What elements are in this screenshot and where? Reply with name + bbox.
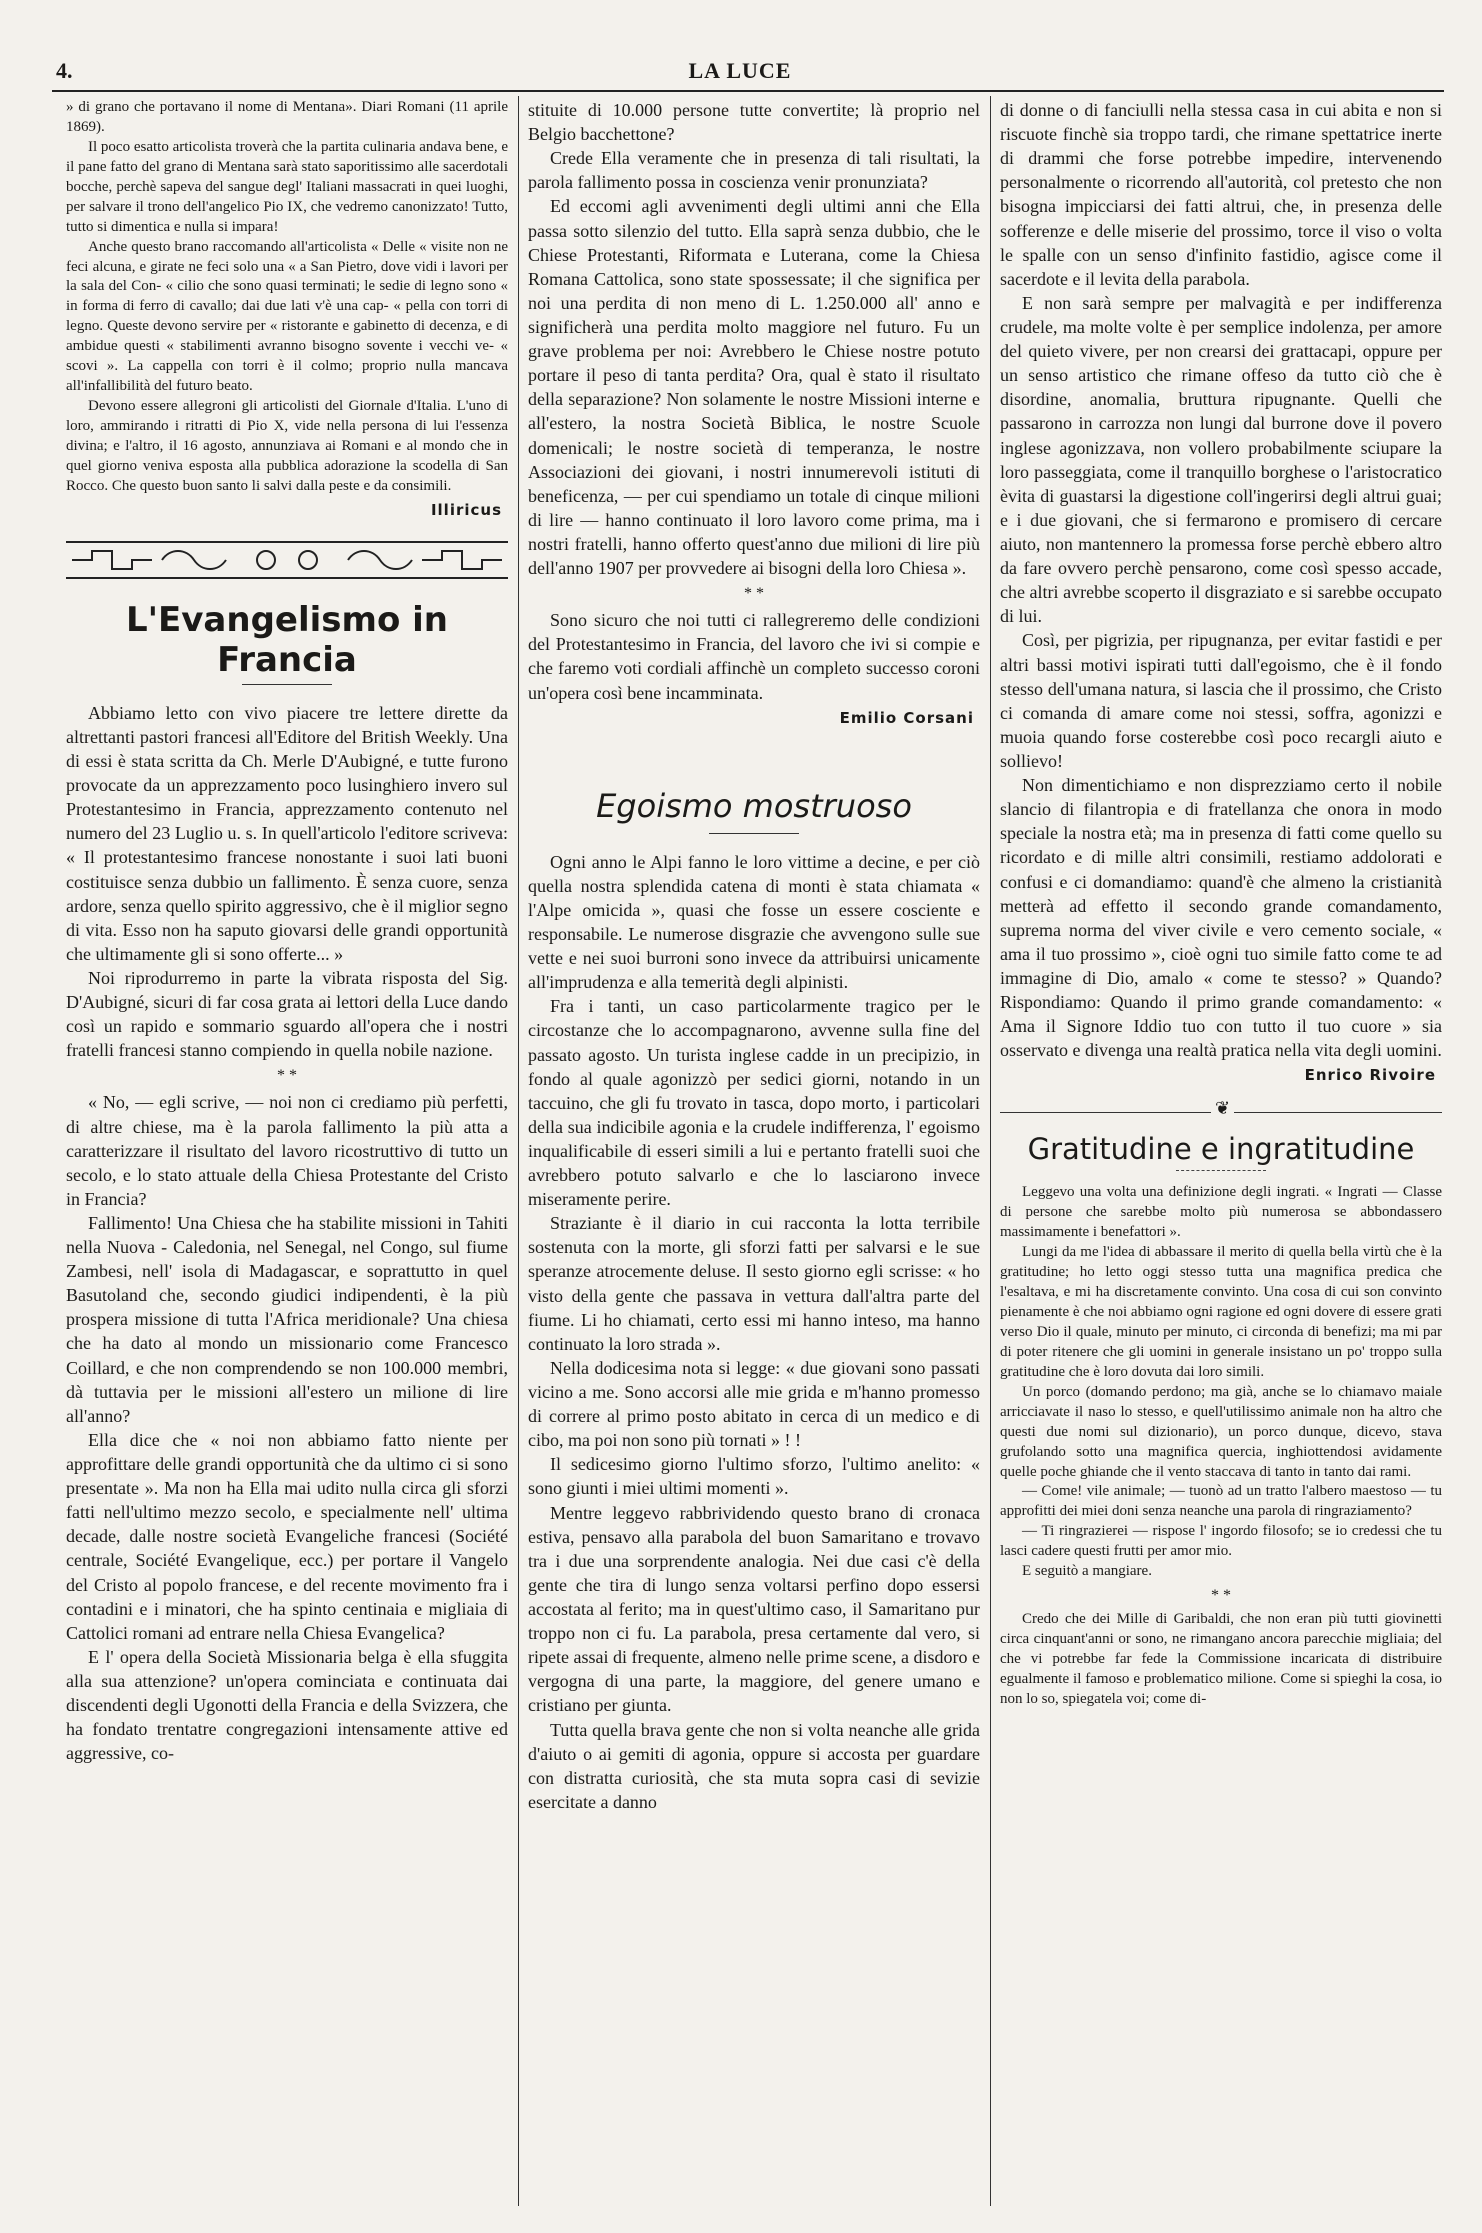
paragraph: Crede Ella veramente che in presenza di tali risultati, la parola fallimento possa in coscienza venir pronunziata? [528, 148, 980, 193]
section-separator: * * [1211, 1587, 1231, 1605]
paragraph: « No, — egli scrive, — noi non ci crediamo più perfetti, di altre chiese, ma è la parola fallimento la più atta a caratterizzare il risultato del lavoro ricostruttivo di tutto un secolo, e lo stato attuale della Chiesa Protestante del Cristo in Francia? [66, 1092, 508, 1209]
title-rule [1176, 1170, 1266, 1171]
header-rule [52, 90, 1444, 92]
section-separator: * * [744, 585, 764, 603]
egoismo-continued [1000, 98, 1442, 1084]
paragraph: Fra i tanti, un caso particolarmente tragico per le circostanze che lo accompagnarono, avvenne sulla fine del passato agosto. Un turista inglese cadde in un precipizio, in fondo al quale agonizzò per sedici giorni, notando in un taccuino, che gli fu trovato in tasca, dopo morto, i particolari della sua indicibile agonia e la crudele indifferenza, l' egoismo inqualificabile di esseri simili a lui e pertanto fratelli suoi che avrebbero potuto salvarlo e che lo lasciarono invece miseramente perire. [528, 996, 980, 1210]
paragraph: Nella dodicesima nota si legge: « due giovani sono passati vicino a me. Sono accorsi alle mie grida e m'hanno promesso di correre al primo posto abitato in cerca di un medico e di cibo, ma poi non sono più tornati » ! ! [528, 1357, 980, 1451]
paragraph: Così, per pigrizia, per ripugnanza, per evitar fastidi e per altri bassi motivi ispirati tutti dall'egoismo, che è il fondo stesso dell'umana natura, si lascia che il prossimo, che Cristo ci comanda di amare come noi stessi, soffra, agonizzi e muoia quando forse costerebbe così poco recargli aiuto e sollievo! [1000, 630, 1442, 771]
column-divider-2 [990, 96, 991, 2206]
column-1 [66, 98, 508, 2208]
section-separator: * * [277, 1067, 297, 1085]
paragraph: Credo che dei Mille di Garibaldi, che non eran più tutti giovinetti circa cinquant'anni or sono, ne rimangano ancora parecchie migliaia; del che vi potrebbe far fede la Commissione incaricata di distribuire egualmente il famoso e problematico milione. Come si spieghi la cosa, io non lo so, spiegatela voi; come di- [1000, 1611, 1442, 1707]
paragraph: Lungi da me l'idea di abbassare il merito di quella bella virtù che è la gratitudine; ho letto oggi stesso tutta una magnifica predica che l'esaltava, e mi ha discretamente convinto. Una cosa di cui son convinto pienamente è che noi abbiamo ogni ragione ed ogni dovere di essere grati verso Dio il quale, minuto per minuto, ci circonda di benefizi; ma mi par di poter ritenere che gli uomini in generale insistano un po' troppo sulla gratitudine che è loro dovuta dai loro simili. [1000, 1244, 1442, 1380]
paragraph: — Come! vile animale; — tuonò ad un tratto l'albero maestoso — tu approfitti dei miei doni senza neanche una parola di ringraziamento? [1000, 1483, 1442, 1520]
paragraph: Anche questo brano raccomando all'articolista « Delle « visite non ne feci alcuna, e girate ne feci solo una « a San Pietro, dove vidi i lavori per la sala del Con- « cilio che sono quasi terminati; le sedie di legno sono « in forma di ferro di cavallo; dai due lati v'è una cap- « pella con torri di legno. Queste devono servire per « ristorante e gabinetto di decenza, e di ambidue questi « stabilimenti avranno bisogno sovente i vecchi ve- « scovi ». La cappella con torri è il colmo; proprio nulla mancava all'infallibilità del futuro beato. [66, 238, 508, 395]
paragraph: Leggevo una volta una definizione degli ingrati. « Ingrati — Classe di persone che sarebbe molto più numerosa se abbondassero massimamente i benefattori ». [1000, 1184, 1442, 1241]
article-title: Egoismo mostruoso [596, 786, 912, 825]
page-number: 4. [56, 58, 73, 83]
paragraph: stituite di 10.000 persone tutte convertite; là proprio nel Belgio bacchettone? [528, 100, 980, 145]
paragraph: E l' opera della Società Missionaria belga è ella sfuggita alla sua attenzione? un'opera cominciata e continuata dai discendenti degli Ugonotti della Francia e della Svizzera, che ha fondato trentatre congregazioni intensamente attive ed aggressive, co- [66, 1646, 508, 1764]
evangelismo-article [66, 701, 508, 1766]
illiricus-article [66, 98, 508, 519]
paragraph: Ed eccomi agli avvenimenti degli ultimi anni che Ella passa sotto silenzio del tutto. Ella saprà senza dubbio, che le Chiese Protestanti, Riformata e Luterana, come la Chiesa Romana Cattolica, sono state spossessate; il che significa per noi una perdita di non meno di L. 1.250.000 all' anno e significherà una perdita molto maggiore nel futuro. Fu un grave problema per noi: Avrebbero le Chiese nostre potuto portare il peso di tanta perdita? Ora, qual è stato il risultato della separazione? Non solamente le nostre Missioni interne e all'estero, la nostra Società Biblica, le nostre Scuole domenicali; le nostre società di temperanza, le nostre Associazioni dei giovani, i nostri innumerevoli istituti di beneficenza, — per cui spendiamo un totale di cinque milioni di lire — hanno continuato il loro lavoro come prima, ma i nostri fratelli, hanno offerto quest'anno due milioni di lire più dell'anno 1907 per provvedere ai bisogni della loro Chiesa ». [528, 196, 980, 579]
paragraph: Abbiamo letto con vivo piacere tre lettere dirette da altrettanti pastori francesi all'Editore del British Weekly. Una di essi è stata scritta da Ch. Merle D'Aubigné, e tutte furono provocate da un apprezzamento poco lusinghiero invero sul Protestantesimo in Francia, apprezzamento contenuto nel numero del 23 Luglio u. s. In quell'articolo l'editore scriveva: « Il protestantesimo francese nonostante i suoi lati buoni costituisce senza dubbio un fallimento. È senza cuore, senza ardore, senza quello spirito aggressivo, che è il miglior segno di vita. Esso non ha saputo giovarsi delle grandi opportunità che ultimamente gli si sono offerte... » [66, 702, 508, 964]
author-signature: Illiricus [430, 500, 502, 519]
paragraph: Fallimento! Una Chiesa che ha stabilite missioni in Tahiti nella Nuova - Caledonia, nel Senegal, nel Congo, sul fiume Zambesi, nell' isola di Madagascar, e soprattutto in quel Basutoland che, secondo giudici indipendenti, è la più prospera missione di tutta l'Africa meridionale? Una chiesa che ha dato al mondo un missionario come Francesco Coillard, e che non comprendendo se non 100.000 membri, dà tuttavia per le missioni all'estero un milione di lire all'anno? [66, 1212, 508, 1426]
paragraph: Ogni anno le Alpi fanno le loro vittime a decine, e per ciò quella nostra splendida catena di monti è stata chiamata « l'Alpe omicida », quasi che fosse un essere cosciente e responsabile. Le numerose disgrazie che avvengono sulle sue vette e nei suoi burroni sono invece da attribuirsi unicamente all'imprudenza e alla temerità degli alpinisti. [528, 851, 980, 993]
paragraph: Il sedicesimo giorno l'ultimo sforzo, l'ultimo anelito: « sono giunti i miei ultimi momenti ». [528, 1454, 980, 1499]
newspaper-title: LA LUCE [688, 58, 792, 83]
paragraph: » di grano che portavano il nome di Mentana». Diari Romani (11 aprile 1869). [66, 99, 508, 135]
paragraph: Mentre leggevo rabbrividendo questo brano di cronaca estiva, pensavo alla parabola del buon Samaritano e trovavo tra i due una sorprendente analogia. Nei due casi c'è della gente che tira di lungo senza voltarsi perfino dopo essersi accostata al ferito; ma in quest'ultimo caso, il Samaritano pur troppo non ci fu. La parabola, presa certamente dal vero, si ripete assai di frequente, almeno nelle prime scene, a disdoro e vergogna di una parte, la maggiore, del genere umano e cristiano per giunta. [528, 1502, 980, 1716]
paragraph: di donne o di fanciulli nella stessa casa in cui abita e non si riscuote finchè sia troppo tardi, che rimane spettatrice inerte di drammi che forse potrebbe impedire, intervenendo personalmente o ricorrendo all'autorità, col pretesto che non bisogna impicciarsi dei fatti altrui, che, in presenza delle sofferenze e delle miserie del prossimo, torce il viso o volta le spalle con un senso d'infinito fastidio, agisce come il sacerdote e il levita della parabola. [1000, 100, 1442, 289]
evangelismo-continued [528, 98, 980, 727]
paragraph: Sono sicuro che noi tutti ci rallegreremo delle condizioni del Protestantesimo in Francia, del lavoro che ivi si compie e che faremo voti cordiali affinchè un completo successo coroni un'opera così bene incamminata. [528, 610, 980, 703]
article-title: Gratitudine e ingratitudine [1027, 1132, 1415, 1167]
gratitudine-article [1000, 1183, 1442, 1709]
paragraph: Noi riprodurremo in parte la vibrata risposta del Sig. D'Aubigné, sicuri di far cosa grata ai lettori della Luce dando così un rapido e sommario sguardo all'opera che i nostri fratelli francesi stanno compiendo in quella nobile nazione. [66, 967, 508, 1061]
author-signature: Enrico Rivoire [1304, 1066, 1436, 1085]
title-rule [242, 684, 332, 685]
paragraph: Straziante è il diario in cui racconta la lotta terribile sostenuta con la morte, gli sforzi fatti per salvarsi e le sue speranze atrocemente deluse. Il sesto giorno egli scrisse: « ho visto della gente che passava in vettura dall'altra parte del fiume. Li ho chiamati, certo essi mi hanno inteso, ma hanno continuato la loro strada ». [528, 1213, 980, 1354]
paragraph: E non sarà sempre per malvagità e per indifferenza crudele, ma molte volte è per semplice indolenza, per amore del quieto vivere, per non crearsi dei grattacapi, oppure per un senso artistico che rimane offeso da tutto ciò che è disordine, anomalia, bruttura ripugnante. Quelli che passarono in carrozza non lungi dal burrone dove il povero inglese agonizzava, non vollero probabilmente sciupare la loro passeggiata, come il tranquillo borghese o l'aristocratico èvita di guastarsi la digestione coll'ingerirsi degli altrui guai; e i due giovani, che si fermarono e promisero di cercare aiuto, non mantennero la promessa forse perchè ebbero altro da fare ovvero perchè pensarono, come così spesso accade, che altri avrebbe scoperto il disgraziato e si sarebbe occupato di lui. [1000, 292, 1442, 627]
article-title: L'Evangelismo in Francia [125, 599, 449, 680]
column-2 [528, 98, 980, 2208]
paragraph: Non dimentichiamo e non disprezziamo certo il nobile slancio di filantropia e di fratellanza che onora in modo speciale la nostra età; ma in presenza di fatti come quello su ricordato e di mille altri consimili, restiamo addolorati e confusi e ci domandiamo: quand'è che almeno la cristianità metterà ad effetto il secondo grande comandamento, suprema norma del viver civile e vero cemento sociale, « ama il tuo prossimo », cioè ogni tuo simile fatto come te ad immagine di Dio, amalo « come te stesso? » Quando? Rispondiamo: Quando il primo grande comandamento: « Ama il Signore Iddio tuo con tutto il tuo cuore » sia osservato e divenga una realtà pratica nella vita degli uomini. [1000, 775, 1442, 1061]
ornamental-banner [66, 541, 508, 579]
paragraph: Ella dice che « noi non abbiamo fatto niente per approfittare delle grandi opportunità che da ultimo ci si sono presentate ». Ma non ha Ella mai udito nulla circa gli sforzi fatti nell'ultimo mezzo secolo, e specialmente nell' ultima decade, dalle nostre società Evangeliche francesi (Société centrale, Société Evangelique, ecc.) per portare il Vangelo del Cristo al popolo francese, e del recente movimento fra i contadini e i minatori, che ha spinto centinaia e migliaia di Cattolici romani ad entrare nella Chiesa Evangelica? [66, 1429, 508, 1643]
paragraph: E seguitò a mangiare. [1022, 1563, 1152, 1580]
fleuron-icon: ❦ [1211, 1098, 1234, 1119]
author-signature: Emilio Corsani [839, 708, 974, 727]
paragraph: Tutta quella brava gente che non si volta neanche alle grida d'aiuto o ai gemiti di agonia, oppure si accosta per guardare con distratta curiosità, che sta muta sopra casi di sevizie esercitate a danno [528, 1719, 980, 1812]
paragraph: Devono essere allegroni gli articolisti del Giornale d'Italia. L'uno di loro, ammirando i ritratti di Pio X, vide nella persona di lui l'essenza divina; e l'altro, il 16 agosto, annunziava ai Romani e al mondo che in quel giorno veniva esposta alla pubblica adorazione la scodella di San Rocco. Che questo buon santo li salvi dalla peste e da consimili. [66, 398, 508, 494]
paragraph: — Ti ringrazierei — rispose l' ingordo filosofo; se io credessi che tu lasci cadere questi frutti per amor mio. [1000, 1523, 1442, 1560]
column-3 [1000, 98, 1442, 2208]
paragraph: Un porco (domando perdono; ma già, anche se lo chiamavo maiale arricciavate il naso lo stesso, e quell'utilissimo animale non ha altro che questi due nomi sul dizionario), un porco dunque, dicevo, stava grufolando sotto una magnifica quercia, inghiottendosi avidamente quelle poche ghiande che il vento staccava di tanto in tanto dai rami. [1000, 1383, 1442, 1480]
paragraph: Il poco esatto articolista troverà che la partita culinaria andava bene, e il pane fatto del grano di Mentana sarà stato saporitissimo alle sacerdotali bocche, perchè sapeva del sangue degl' Italiani massacrati in quei luoghi, per salvare il trono dell'angelico Pio IX, che vedremo canonizzato! Tutto, tutto si dimentica e nulla si impara! [66, 138, 508, 235]
masthead [40, 58, 1440, 92]
column-divider-1 [518, 96, 519, 2206]
title-rule [709, 833, 799, 834]
egoismo-article [528, 850, 980, 1814]
ornamental-divider [1000, 1098, 1442, 1120]
